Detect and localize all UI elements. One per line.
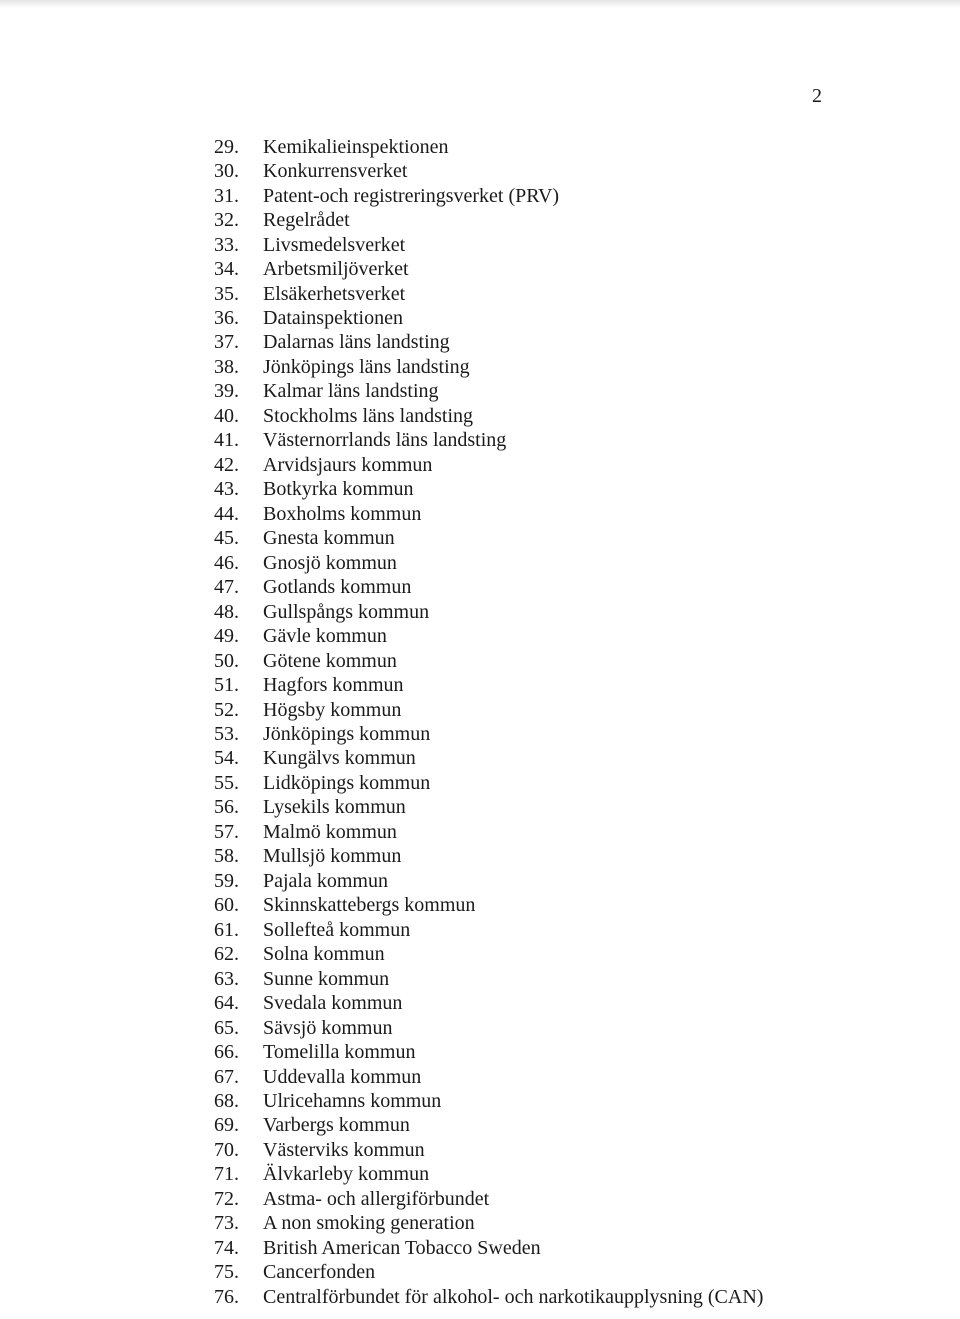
item-name: Gnosjö kommun (263, 551, 397, 574)
item-number: 75. (214, 1261, 239, 1284)
item-number: 47. (214, 576, 239, 599)
item-name: Tomelilla kommun (263, 1041, 416, 1064)
item-number: 72. (214, 1187, 239, 1210)
item-number: 57. (214, 820, 239, 843)
list-item (214, 1040, 763, 1064)
list-item (214, 1089, 763, 1113)
item-number: 71. (214, 1163, 239, 1186)
item-number: 31. (214, 184, 239, 207)
item-name: Dalarnas läns landsting (263, 331, 450, 354)
item-number: 52. (214, 698, 239, 721)
item-name: Centralförbundet för alkohol- och narkotikaupplysning (CAN) (263, 1285, 764, 1308)
list-item (214, 894, 763, 918)
list-item (214, 845, 763, 869)
item-number: 58. (214, 845, 239, 868)
list-item (214, 698, 763, 722)
item-name: Skinnskattebergs kommun (263, 894, 476, 917)
item-name: A non smoking generation (263, 1212, 475, 1235)
item-number: 59. (214, 869, 239, 892)
list-item (214, 820, 763, 844)
list-item (214, 1236, 763, 1260)
item-number: 64. (214, 992, 239, 1015)
item-number: 54. (214, 747, 239, 770)
item-number: 62. (214, 943, 239, 966)
item-name: Götene kommun (263, 649, 397, 672)
item-number: 65. (214, 1016, 239, 1039)
item-name: Kalmar läns landsting (263, 380, 439, 403)
list-item (214, 942, 763, 966)
list-item (214, 257, 763, 281)
item-number: 30. (214, 160, 239, 183)
item-number: 68. (214, 1090, 239, 1113)
list-item (214, 1016, 763, 1040)
item-number: 48. (214, 600, 239, 623)
item-name: Astma- och allergiförbundet (263, 1187, 490, 1210)
list-item (214, 135, 763, 159)
list-item (214, 527, 763, 551)
list-item (214, 282, 763, 306)
item-name: Boxholms kommun (263, 502, 422, 525)
list-item (214, 796, 763, 820)
item-number: 50. (214, 649, 239, 672)
item-number: 43. (214, 478, 239, 501)
item-number: 51. (214, 674, 239, 697)
item-name: Arbetsmiljöverket (263, 258, 409, 281)
item-name: Mullsjö kommun (263, 845, 402, 868)
list-item (214, 184, 763, 208)
page-number: 2 (812, 85, 822, 107)
item-name: Älvkarleby kommun (263, 1163, 430, 1186)
list-item (214, 331, 763, 355)
list-item (214, 1138, 763, 1162)
list-item (214, 478, 763, 502)
item-name: Sävsjö kommun (263, 1016, 393, 1039)
list-item (214, 502, 763, 526)
item-number: 63. (214, 967, 239, 990)
item-number: 46. (214, 551, 239, 574)
item-name: Kungälvs kommun (263, 747, 416, 770)
item-name: Västerviks kommun (263, 1138, 425, 1161)
list-item (214, 722, 763, 746)
list-item (214, 1285, 763, 1309)
list-item (214, 624, 763, 648)
item-name: Sunne kommun (263, 967, 390, 990)
item-name: Kemikalieinspektionen (263, 135, 449, 158)
item-number: 35. (214, 282, 239, 305)
item-name: Jönköpings läns landsting (263, 355, 470, 378)
item-name: Lysekils kommun (263, 796, 406, 819)
item-name: Regelrådet (263, 209, 350, 232)
list-item (214, 1261, 763, 1285)
item-name: Stockholms läns landsting (263, 404, 473, 427)
item-name: Västernorrlands läns landsting (263, 429, 507, 452)
item-number: 53. (214, 722, 239, 745)
item-number: 45. (214, 527, 239, 550)
item-name: Malmö kommun (263, 820, 397, 843)
list-item (214, 600, 763, 624)
item-name: Cancerfonden (263, 1261, 376, 1284)
list-item (214, 649, 763, 673)
item-number: 38. (214, 355, 239, 378)
item-name: Lidköpings kommun (263, 771, 431, 794)
item-name: Gävle kommun (263, 625, 387, 648)
list-item (214, 159, 763, 183)
list-item (214, 1212, 763, 1236)
list-item (214, 1187, 763, 1211)
item-number: 69. (214, 1114, 239, 1137)
item-name: Arvidsjaurs kommun (263, 453, 433, 476)
item-number: 40. (214, 404, 239, 427)
item-name: Svedala kommun (263, 992, 403, 1015)
item-name: Pajala kommun (263, 869, 388, 892)
item-name: Sollefteå kommun (263, 918, 411, 941)
list-item (214, 355, 763, 379)
item-name: Solna kommun (263, 943, 385, 966)
item-name: Botkyrka kommun (263, 478, 414, 501)
item-number: 29. (214, 135, 239, 158)
item-name: Patent-och registreringsverket (PRV) (263, 184, 560, 207)
list-item (214, 1114, 763, 1138)
item-name: Datainspektionen (263, 307, 403, 330)
list-item (214, 747, 763, 771)
item-name: British American Tobacco Sweden (263, 1236, 541, 1259)
list-item (214, 1163, 763, 1187)
item-number: 61. (214, 918, 239, 941)
list-item (214, 1065, 763, 1089)
list-item (214, 208, 763, 232)
item-number: 70. (214, 1138, 239, 1161)
item-number: 36. (214, 307, 239, 330)
item-number: 56. (214, 796, 239, 819)
item-number: 60. (214, 894, 239, 917)
referral-list (214, 135, 763, 1310)
item-number: 34. (214, 258, 239, 281)
list-item (214, 918, 763, 942)
list-item (214, 991, 763, 1015)
item-name: Gotlands kommun (263, 576, 412, 599)
list-item (214, 673, 763, 697)
item-name: Gnesta kommun (263, 527, 395, 550)
item-number: 73. (214, 1212, 239, 1235)
item-number: 42. (214, 453, 239, 476)
list-item (214, 233, 763, 257)
item-name: Elsäkerhetsverket (263, 282, 406, 305)
item-name: Gullspångs kommun (263, 600, 430, 623)
item-number: 37. (214, 331, 239, 354)
item-name: Uddevalla kommun (263, 1065, 422, 1088)
item-number: 44. (214, 502, 239, 525)
item-number: 33. (214, 233, 239, 256)
list-item (214, 869, 763, 893)
item-name: Ulricehamns kommun (263, 1090, 442, 1113)
item-name: Varbergs kommun (263, 1114, 410, 1137)
list-item (214, 771, 763, 795)
item-name: Konkurrensverket (263, 160, 408, 183)
item-number: 66. (214, 1041, 239, 1064)
item-name: Livsmedelsverket (263, 233, 406, 256)
item-number: 67. (214, 1065, 239, 1088)
list-item (214, 380, 763, 404)
scan-edge (0, 0, 960, 8)
item-number: 76. (214, 1285, 239, 1308)
item-name: Hagfors kommun (263, 674, 404, 697)
list-item (214, 404, 763, 428)
item-name: Jönköpings kommun (263, 722, 431, 745)
item-name: Högsby kommun (263, 698, 402, 721)
list-item (214, 551, 763, 575)
list-item (214, 429, 763, 453)
item-number: 32. (214, 209, 239, 232)
list-item (214, 575, 763, 599)
item-number: 74. (214, 1236, 239, 1259)
item-number: 55. (214, 771, 239, 794)
item-number: 41. (214, 429, 239, 452)
list-item (214, 967, 763, 991)
list-item (214, 453, 763, 477)
item-number: 49. (214, 625, 239, 648)
list-item (214, 306, 763, 330)
item-number: 39. (214, 380, 239, 403)
